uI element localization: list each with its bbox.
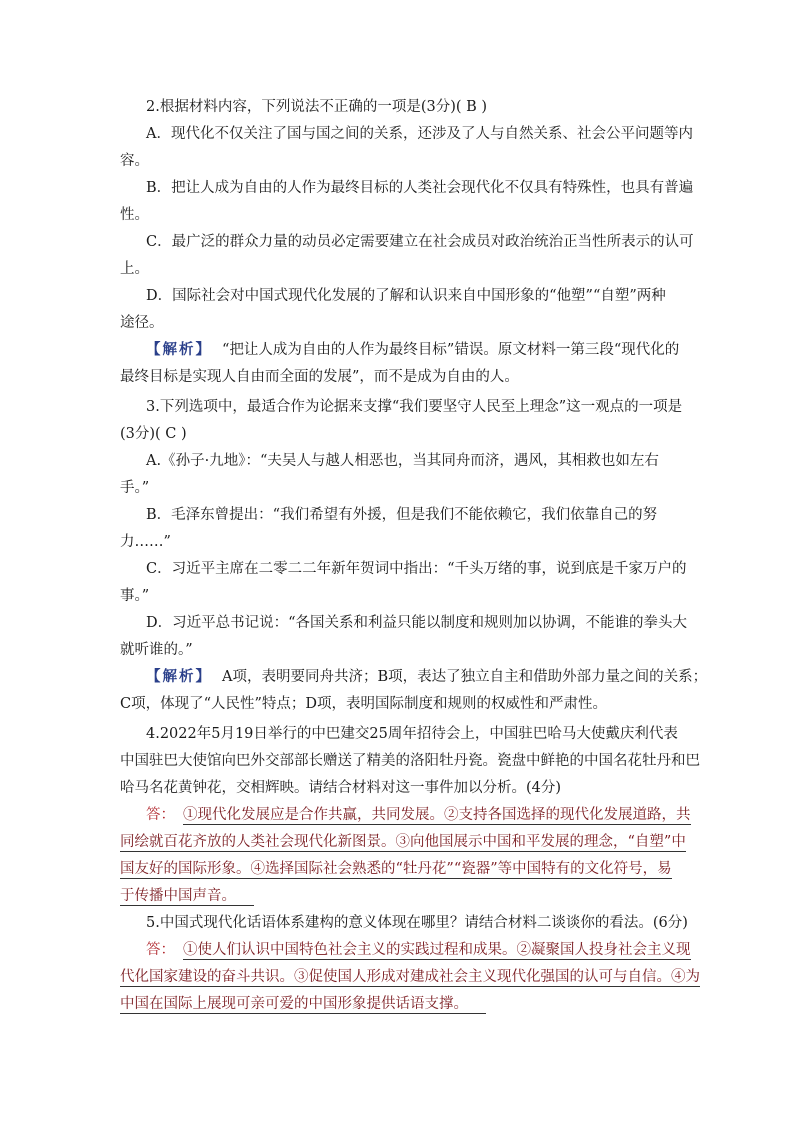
q4-answer-text: ①现代化发展应是合作共赢，共同发展。②支持各国选择的现代化发展道路，共 [183,807,691,823]
q5-answer-cont2 [120,994,680,1014]
q2-option-c: C．最广泛的群众力量的动员必定需要建立在社会成员对政治统治正当性所表示的认可 [146,234,694,250]
q4-stem-cont1: 中国驻巴大使馆向巴外交部部长赠送了精美的洛阳牡丹瓷。瓷盘中鲜艳的中国名花牡丹和巴 [120,753,700,769]
q3-option-c: C．习近平主席在二零二二年新年贺词中指出：“千头万绪的事，说到底是千家万户的 [146,561,687,577]
q2-option-d: D．国际社会对中国式现代化发展的了解和认识来自中国形象的“他塑”“自塑”两种 [146,288,666,304]
q3-analysis [146,667,706,687]
q3-option-b: B．毛泽东曾提出：“我们希望有外援，但是我们不能依赖它，我们依靠自己的努 [146,507,658,523]
q4-answer-text: 国友好的国际形象。④选择国际社会熟悉的“牡丹花”“瓷器”等中国特有的文化符号，易 [120,861,672,877]
q3-option-d-cont: 就听谁的。” [120,642,193,658]
q2-analysis [146,340,706,360]
q4-stem-cont2: 哈马名花黄钟花，交相辉映。请结合材料对这一事件加以分析。(4分) [120,780,562,796]
q2-analysis-text: “把让人成为自由的人作为最终目标”错误。原文材料一第三段“现代化的 [222,342,680,358]
answer-label: 答： [146,807,175,823]
analysis-tag: 【解析】 [146,668,212,685]
q3-stem: 3.下列选项中，最适合作为论据来支撑“我们要坚守人民至上理念”这一观点的一项是 [146,399,683,415]
q2-option-d-cont: 途径。 [120,315,164,331]
q2-stem: 2.根据材料内容，下列说法不正确的一项是(3分)( B ) [146,99,488,115]
analysis-tag: 【解析】 [146,341,212,358]
q2-option-b-cont: 性。 [120,207,149,223]
q4-answer-text: 同绘就百花齐放的人类社会现代化新图景。③向他国展示中国和平发展的理念，“自塑”中 [120,834,686,850]
q2-analysis-cont: 最终目标是实现人自由而全面的发展”，而不是成为自由的人。 [120,369,519,385]
q4-answer-cont1 [120,832,686,852]
q3-option-a-cont: 手。” [120,480,150,496]
q4-answer [146,805,706,825]
q3-option-a: A.《孙子·九地》：“夫吴人与越人相恶也，当其同舟而济，遇风，其相救也如左右 [146,453,659,469]
q4-stem: 4.2022年5月19日举行的中巴建交25周年招待会上，中国驻巴哈马大使戴庆利代表 [146,726,678,742]
q5-answer [146,940,706,960]
q3-option-c-cont: 事。” [120,588,150,604]
q4-answer-cont2 [120,859,680,879]
q3-analysis-cont: C项，体现了“人民性”特点；D项，表明国际制度和规则的权威性和严肃性。 [120,696,608,712]
q2-option-a-cont: 容。 [120,153,149,169]
q5-answer-cont1 [120,967,700,987]
q3-option-b-cont: 力……” [120,534,171,550]
answer-underline-tail [236,888,254,906]
q5-answer-text: 代化国家建设的奋斗共识。③促使国人形成对建成社会主义现代化强国的认可与自信。④为 [120,969,700,985]
q5-answer-text: 中国在国际上展现可亲可爱的中国形象提供话语支撑。 [120,996,468,1012]
q2-option-c-cont: 上。 [120,261,149,277]
answer-underline-tail [468,996,486,1014]
q5-answer-text: ①使人们认识中国特色社会主义的实践过程和成果。②凝聚国人投身社会主义现 [183,942,691,958]
q3-stem-cont: (3分)( C ) [120,426,187,442]
q4-answer-cont3 [120,886,680,906]
q5-stem: 5.中国式现代化话语体系建构的意义体现在哪里？请结合材料二谈谈你的看法。(6分) [146,915,688,931]
q3-option-d: D．习近平总书记说：“各国关系和利益只能以制度和规则加以协调，不能谁的拳头大 [146,615,688,631]
q4-answer-text: 于传播中国声音。 [120,888,236,904]
q2-option-a: A．现代化不仅关注了国与国之间的关系，还涉及了人与自然关系、社会公平问题等内 [146,126,693,142]
answer-label: 答： [146,942,175,958]
q3-analysis-text: A项，表明要同舟共济；B项，表达了独立自主和借助外部力量之间的关系； [222,669,708,685]
q2-option-b: B．把让人成为自由的人作为最终目标的人类社会现代化不仅具有特殊性，也具有普遍 [146,180,694,196]
